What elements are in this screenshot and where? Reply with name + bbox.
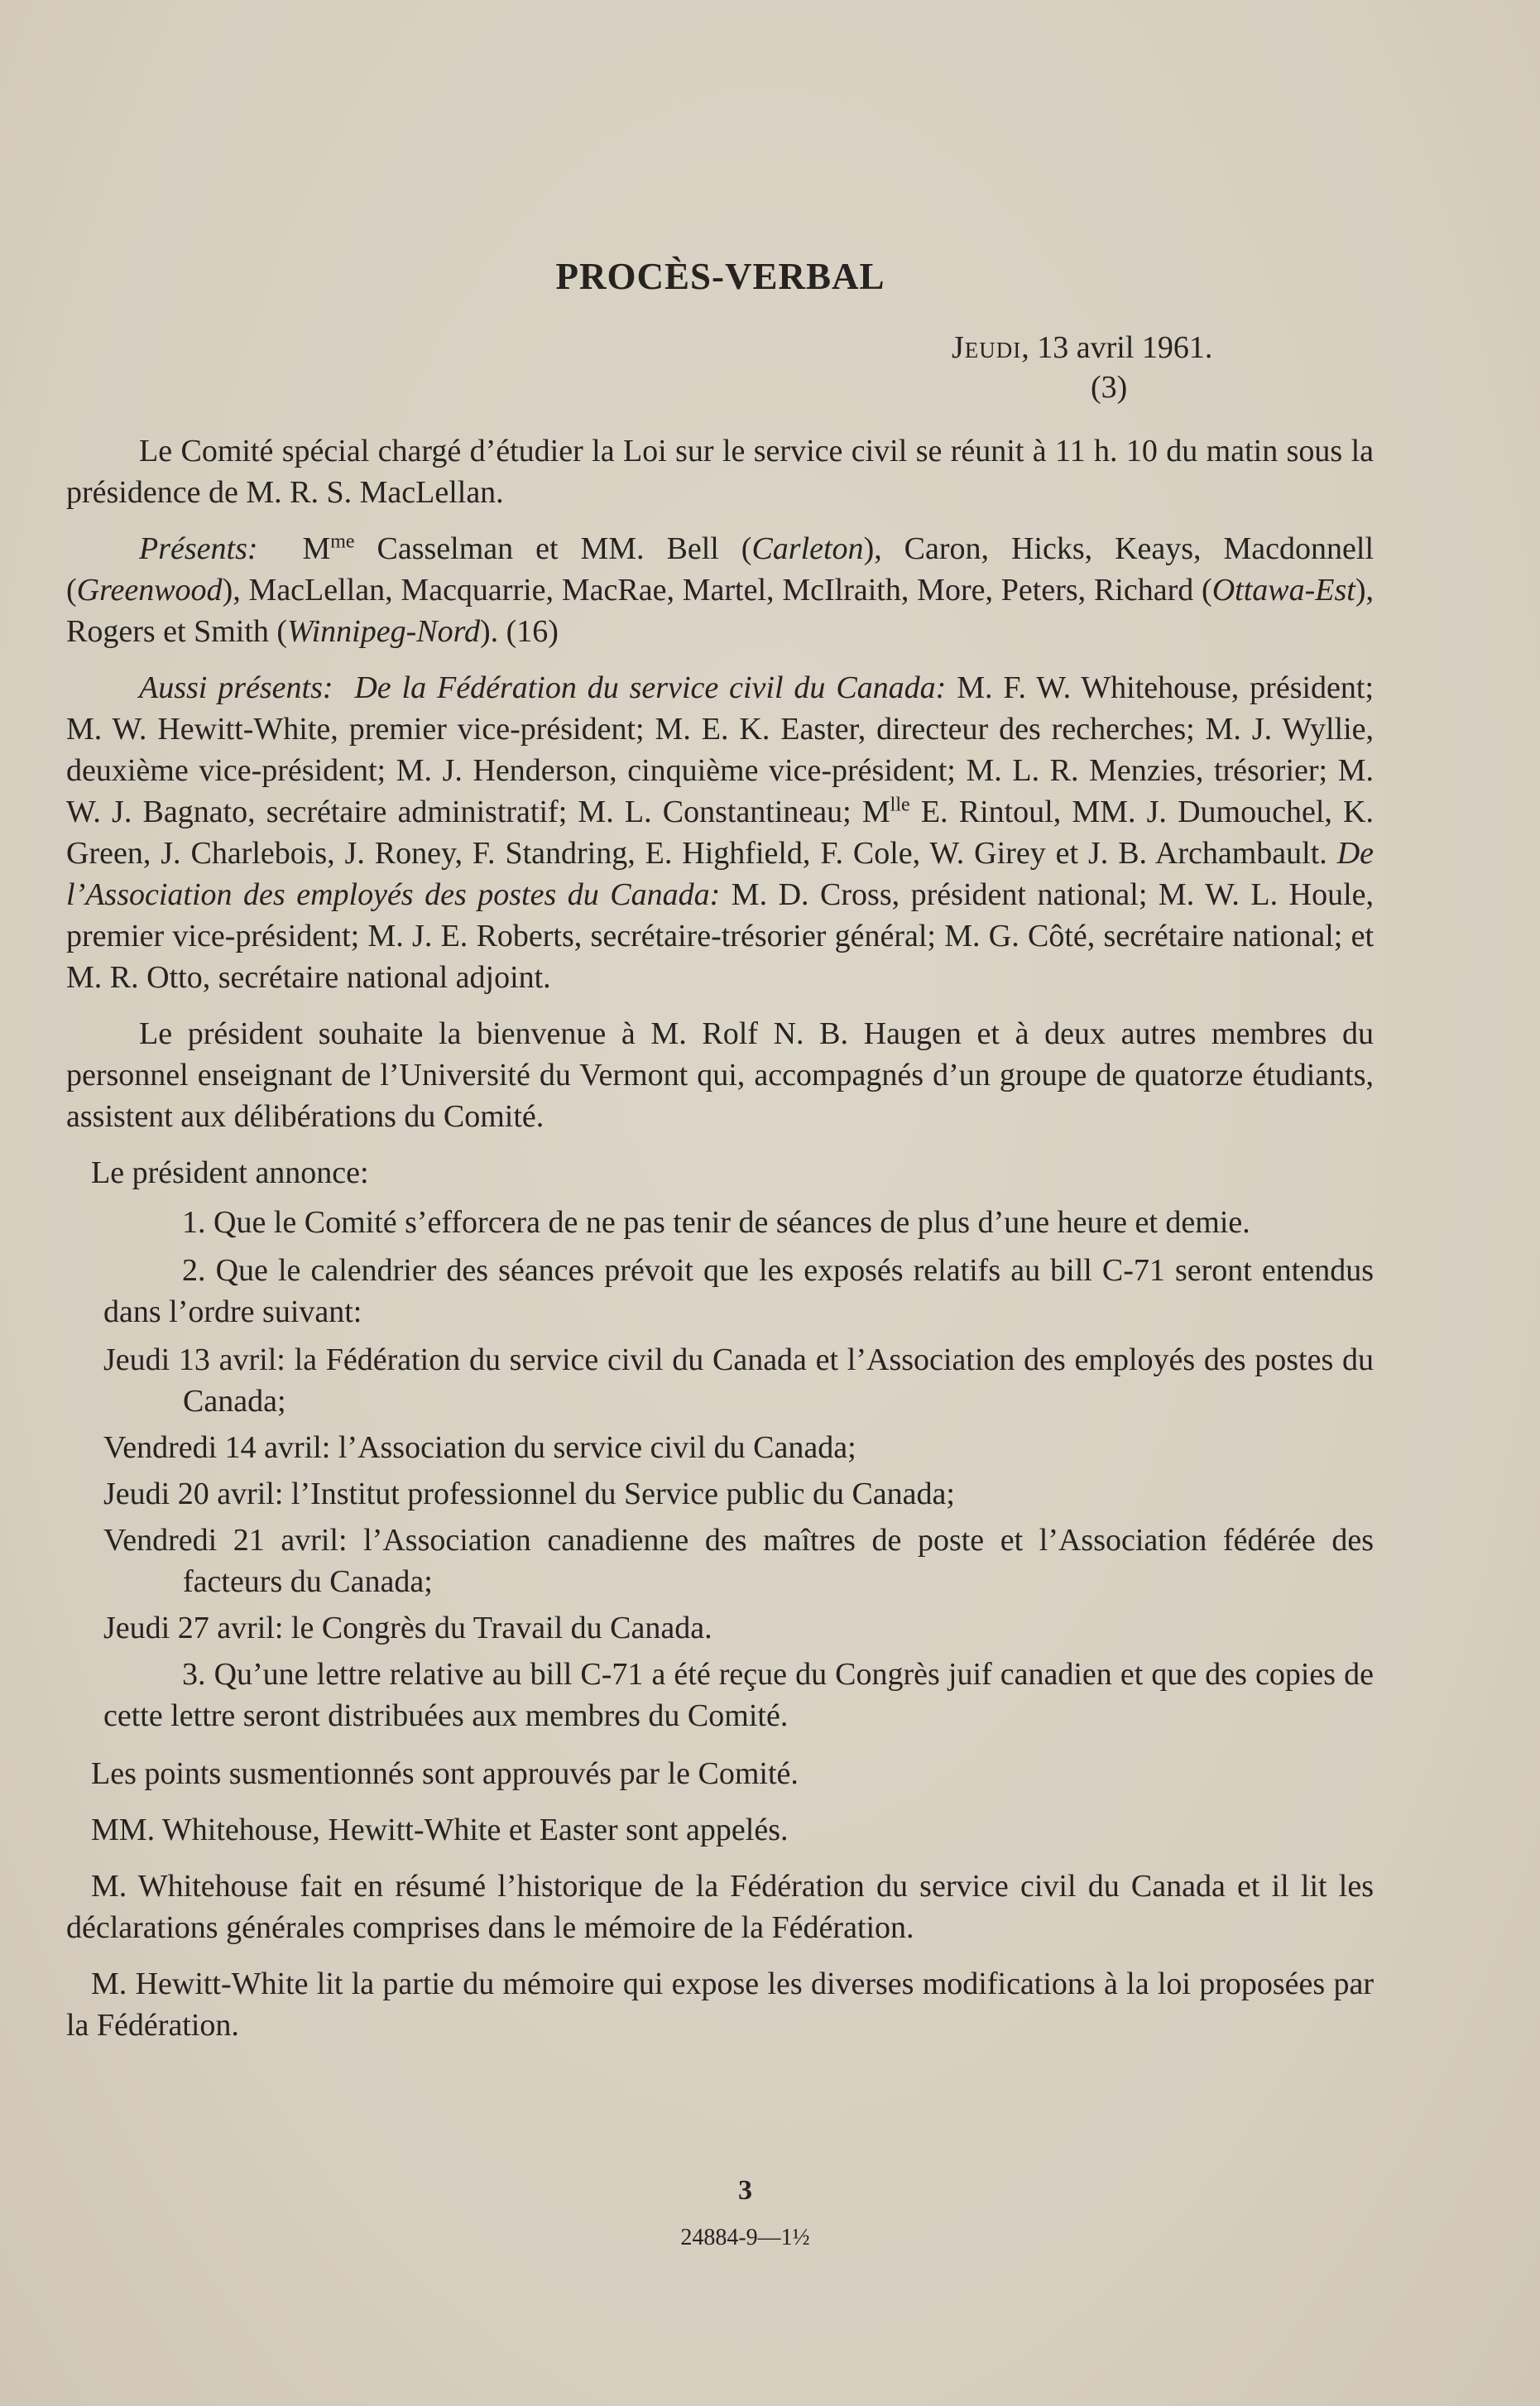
opening-paragraph: Le Comité spécial chargé d’étudier la Loi sur le service civil se réunit à 11 h. 10 du matin sous la présidence de M. R. S. MacLellan.: [66, 434, 1374, 510]
announcement-item-3: 3. Qu’une lettre relative au bill C-71 a été reçue du Congrès juif canadien et que des copies de cette lettre seront distribuées aux membres du Comité.: [103, 1657, 1374, 1733]
presents-paragraph: [66, 528, 1374, 652]
presents-riding-4: Winnipeg-Nord: [287, 614, 480, 649]
page-title: PROCÈS-VERBAL: [555, 256, 885, 297]
whitehouse-paragraph: M. Whitehouse fait en résumé l’historique de la Fédération du service civil du Canada et il lit les déclarations générales comprises dans le mémoire de la Fédération.: [66, 1869, 1374, 1945]
also-present-org-2: De l’Association des employés des postes du Canada:: [66, 836, 1374, 912]
welcome-paragraph: Le président souhaite la bienvenue à M. Rolf N. B. Haugen et à deux autres membres du personnel enseignant de l’Université du Vermont qui, accompagnés d’un groupe de quatorze étudiants, assistent aux délibérations du Comité.: [66, 1016, 1374, 1134]
schedule-item: Jeudi 13 avril: la Fédération du service civil du Canada et l’Association des employés des postes du Canada;: [103, 1342, 1374, 1419]
schedule-item: Jeudi 27 avril: le Congrès du Travail du Canada.: [103, 1611, 712, 1645]
presents-riding-1: Carleton: [751, 531, 864, 566]
also-present-org-1: De la Fédération du service civil du Canada:: [354, 670, 947, 705]
page-number: 3: [738, 2175, 752, 2206]
announcement-item-2: 2. Que le calendrier des séances prévoit que les exposés relatifs au bill C-71 seront entendus dans l’ordre suivant:: [103, 1253, 1374, 1329]
announces-paragraph: Le président annonce:: [91, 1155, 369, 1190]
minutes-body: [66, 430, 1374, 2061]
also-present-paragraph: [66, 667, 1374, 998]
presents-mme: M: [302, 531, 331, 566]
also-present-text-1: M. F. W. Whitehouse, président; M. W. Hewitt-White, premier vice-président; M. E. K. Easter, directeur des recherches; M. J. Wyllie, deuxième vice-président; M. J. Henderson, cinquième vice-président; M. L. R. Menzies, trésorier; M. W. J. Bagnato, secrétaire administratif; M. L. Constantineau; M: [66, 670, 1374, 829]
also-present-text-2: E. Rintoul, MM. J. Dumouchel, K. Green, J. Charlebois, J. Roney, F. Standring, E. Highfield, F. Cole, W. Girey et J. B. Archambault.: [66, 795, 1374, 871]
also-present-text-3: M. D. Cross, président national; M. W. L. Houle, premier vice-président; M. J. E. Roberts, secrétaire-trésorier général; M. G. Côté, secrétaire national; et M. R. Otto, secrétaire national adjoint.: [66, 877, 1374, 995]
announcement-item-1: 1. Que le Comité s’efforcera de ne pas tenir de séances de plus d’une heure et demie.: [182, 1205, 1250, 1240]
print-code: 24884-9—1½: [680, 2225, 810, 2250]
approved-paragraph: Les points susmentionnés sont approuvés par le Comité.: [91, 1756, 799, 1791]
called-paragraph: MM. Whitehouse, Hewitt-White et Easter sont appelés.: [91, 1813, 789, 1847]
presents-riding-2: Greenwood: [76, 573, 223, 608]
presents-text-4: ), Rogers et Smith (: [66, 573, 1374, 649]
schedule-item: Jeudi 20 avril: l’Institut professionnel du Service public du Canada;: [103, 1477, 955, 1511]
presents-text-5: ). (16): [479, 614, 559, 649]
presents-mme-sup: me: [330, 531, 355, 553]
schedule-item: Vendredi 14 avril: l’Association du service civil du Canada;: [103, 1430, 856, 1465]
presents-label: Présents:: [139, 531, 258, 566]
presents-text-2: ), Caron, Hicks, Keays, Macdonnell (: [66, 531, 1374, 608]
presents-riding-3: Ottawa-Est: [1211, 573, 1355, 608]
date-rest: , 13 avril 1961.: [1021, 330, 1213, 365]
date-weekday: Jeudi: [952, 330, 1022, 365]
sitting-number: (3): [1091, 370, 1128, 405]
schedule-item: Vendredi 21 avril: l’Association canadienne des maîtres de poste et l’Association fédérée des facteurs du Canada;: [103, 1523, 1374, 1599]
presents-text-1: Casselman et MM. Bell (: [354, 531, 752, 566]
also-present-mlle-sup: lle: [890, 794, 910, 816]
meeting-date: [952, 329, 1212, 366]
presents-text-3: ), MacLellan, Macquarrie, MacRae, Martel, McIlraith, More, Peters, Richard (: [222, 573, 1212, 608]
also-present-label: Aussi présents:: [139, 670, 333, 705]
hewitt-white-paragraph: M. Hewitt-White lit la partie du mémoire qui expose les diverses modifications à la loi proposées par la Fédération.: [66, 1967, 1374, 2043]
